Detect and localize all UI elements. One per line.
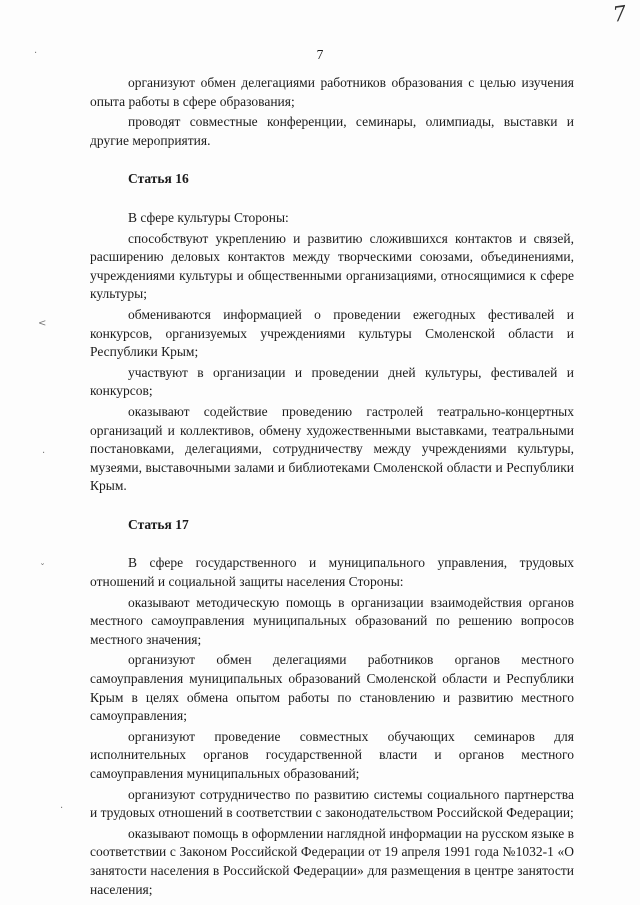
paragraph: оказывают содействие проведению гастролей театрально-концертных организаций и коллективов, обмену художественными выставками, театральными постановками, делегациями, сотрудничеству между учреждениями культуры, музеями, выставочными залами и библиотеками Смоленской области и Республики Крым. [90, 403, 574, 494]
paragraph: оказывают методическую помощь в организации взаимодействия органов местного самоуправления муниципальных образований по решению вопросов местного значения; [90, 594, 574, 647]
handwritten-page-mark: 7 [611, 1, 628, 27]
paragraph: оказывают помощь в оформлении наглядной информации на русском языке в соответствии с Законом Российской Федерации от 19 апреля 1991 года №1032-1 «О занятости населения в Российской Федерации» для размещения в центре занятости населения; [90, 825, 574, 897]
paragraph: В сфере культуры Стороны: [128, 209, 289, 225]
paragraph: организуют проведение совместных обучающих семинаров для исполнительных органов государственной власти и органов местного самоуправления муниципальных образований; [90, 728, 574, 781]
scan-speck: ˇ [40, 563, 45, 574]
document-body [90, 74, 574, 901]
article-17-title: Статья 17 [128, 516, 189, 532]
scan-speck: · [34, 48, 38, 59]
paragraph: организуют сотрудничество по развитию системы социального партнерства и трудовых отношений в соответствии с законодательством Российской Федерации; [90, 786, 574, 821]
scan-speck: . [60, 800, 64, 811]
article-16-title: Статья 16 [128, 171, 189, 187]
page-number: 7 [316, 47, 324, 62]
paragraph: В сфере государственного и муниципального управления, трудовых отношений и социальной защиты населения Стороны: [90, 555, 574, 590]
paragraph: способствуют укреплению и развитию сложившихся контактов и связей, расширению деловых контактов между творческими союзами, объединениями, учреждениями культуры и общественными организациями, относящимися к сфере культуры; [90, 230, 574, 302]
paragraph: участвуют в организации и проведении дней культуры, фестивалей и конкурсов; [90, 364, 574, 399]
paragraph: организуют обмен делегациями работников органов местного самоуправления муниципальных образований Смоленской области и Республики Крым в целях обмена опытом работы по становлению и развитию местного самоуправления; [90, 652, 574, 724]
paragraph: организуют обмен делегациями работников образования с целью изучения опыта работы в сфере образования; [90, 75, 574, 109]
paragraph: обмениваются информацией о проведении ежегодных фестивалей и конкурсов, организуемых учреждениями культуры Смоленской области и Республики Крым; [90, 306, 574, 360]
scan-speck: · [42, 448, 46, 459]
scan-speck: < [38, 318, 47, 329]
paragraph: проводят совместные конференции, семинары, олимпиады, выставки и другие мероприятия. [90, 114, 574, 148]
